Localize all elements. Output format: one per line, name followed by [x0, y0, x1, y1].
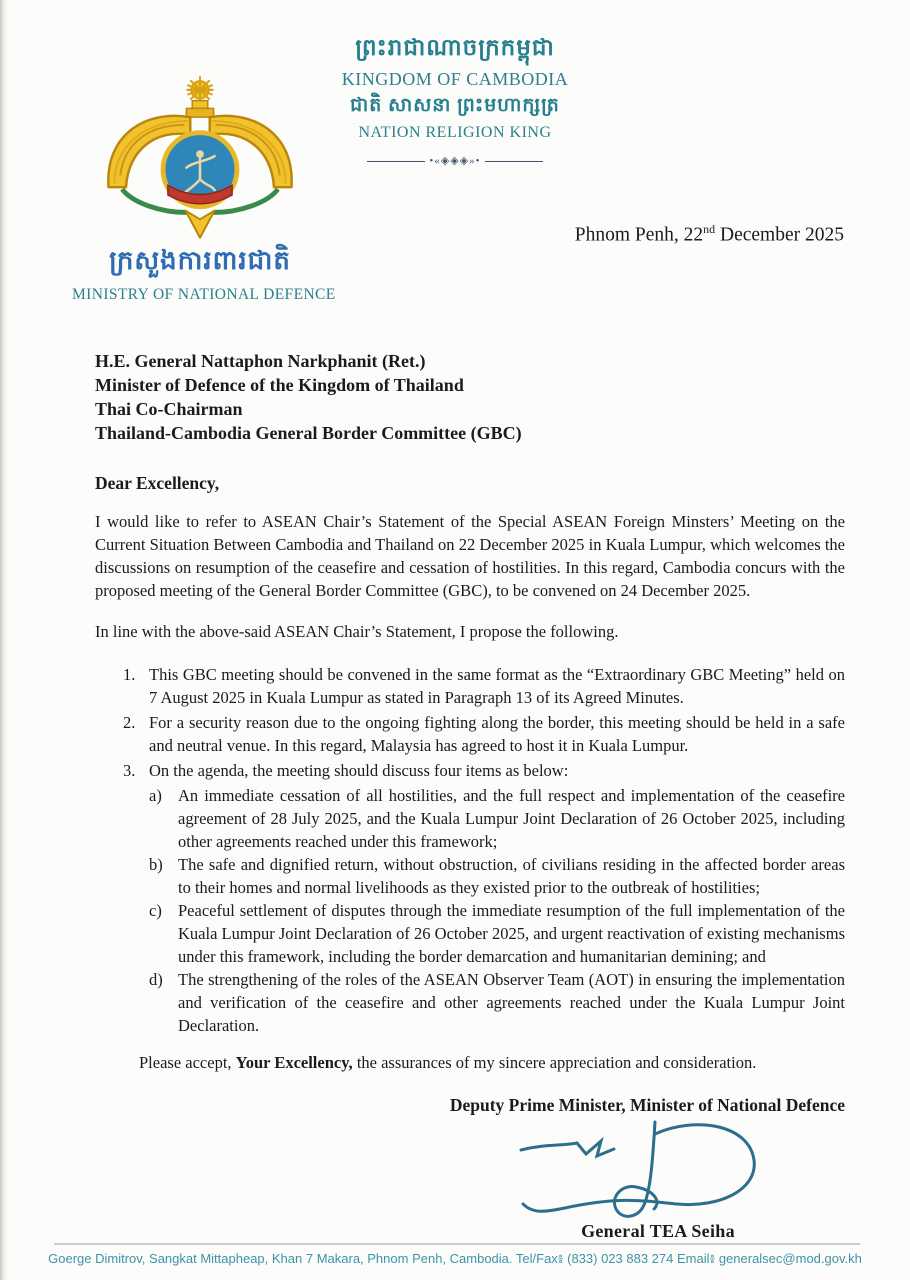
agenda-item-text: An immediate cessation of all hostilities, and the full respect and implementation of the ceasefire agreement of 28 July 2025, and the Kuala Lumpur Joint Declaration of 26 October 2025, including other agreements reached under this framework; [178, 786, 845, 851]
ministry-title: MINISTRY OF NATIONAL DEFENCE [72, 286, 336, 303]
kingdom-title: KINGDOM OF CAMBODIA [341, 69, 569, 89]
motto: NATION RELIGION KING [358, 124, 552, 141]
list-item-text: For a security reason due to the ongoing fighting along the border, this meeting should be held in a safe and neutral venue. In this regard, Malaysia has agreed to host it in Kuala Lumpur. [149, 713, 845, 755]
agenda-item-letter: d) [149, 970, 163, 989]
letter-body [95, 349, 845, 1117]
handwritten-signature-icon [503, 1116, 813, 1224]
agenda-item [149, 853, 845, 899]
closing-post: the assurances of my sincere appreciation and consideration. [352, 1053, 757, 1072]
divider-rule-right [485, 161, 543, 162]
khmer-ministry-title: ក្រសួងការពារជាតិ [109, 246, 291, 275]
agenda-item-letter: c) [149, 901, 162, 920]
paragraph-2: In line with the above-said ASEAN Chair’s Statement, I propose the following. [95, 622, 619, 641]
agenda-item-letter: a) [149, 786, 162, 805]
proposal-list [95, 663, 845, 1037]
khmer-motto: ជាតិ សាសនា ព្រះមហាក្សត្រ [350, 95, 560, 116]
date-ordinal: nd [703, 222, 716, 236]
date-prefix: Phnom Penh, 22 [574, 224, 704, 246]
list-item-number: 2. [123, 713, 136, 732]
salutation: Dear Excellency, [95, 473, 220, 493]
recipient-role: Thai Co-Chairman [95, 399, 243, 419]
recipient-name: H.E. General Nattaphon Narkphanit (Ret.) [95, 351, 426, 371]
list-item [123, 663, 845, 709]
agenda-item-letter: b) [149, 855, 163, 874]
ministry-block [72, 74, 336, 304]
divider-rule-left [367, 161, 425, 162]
date-suffix: December 2025 [715, 224, 844, 246]
list-item [123, 711, 845, 757]
date-line [575, 222, 844, 247]
agenda-item [149, 968, 845, 1037]
agenda-item [149, 784, 845, 853]
agenda-item [149, 899, 845, 968]
agenda-sublist [123, 784, 845, 1037]
signature-block [498, 1116, 818, 1242]
closing-excellency: Your Excellency, [235, 1053, 353, 1072]
signer-title: Deputy Prime Minister, Minister of National Defence [449, 1095, 845, 1115]
list-item-text: On the agenda, the meeting should discuss four items as below: [149, 761, 569, 780]
khmer-kingdom-title: ព្រះរាជាណាចក្រកម្ពុជា [355, 35, 555, 60]
agenda-item-text: The safe and dignified return, without obstruction, of civilians residing in the affected border areas to their homes and normal livelihoods as they existed prior to the outbreak of hostilities; [178, 855, 845, 897]
scan-edge-shadow [0, 0, 8, 1280]
footer-divider [54, 1243, 860, 1245]
recipient-block [95, 349, 845, 445]
closing-pre: Please accept, [139, 1053, 236, 1072]
signer-name: General TEA Seiha [581, 1221, 735, 1241]
recipient-committee: Thailand-Cambodia General Border Committee (GBC) [95, 423, 522, 443]
list-item-number: 1. [123, 665, 136, 684]
recipient-title: Minister of Defence of the Kingdom of Thailand [95, 375, 464, 395]
agenda-item-text: The strengthening of the roles of the ASEAN Observer Team (AOT) in ensuring the implementation and verification of the ceasefire and other agreements reached under the Kuala Lumpur Joint Declaration. [178, 970, 845, 1035]
list-item-number: 3. [123, 761, 136, 780]
list-item-text: This GBC meeting should be convened in the same format as the “Extraordinary GBC Meeting” held on 7 August 2025 in Kuala Lumpur as stated in Paragraph 13 of its Agreed Minutes. [149, 665, 845, 707]
footer-address: Goerge Dimitrov, Sangkat Mittapheap, Khan 7 Makara, Phnom Penh, Cambodia. Tel/Fax៖ (833) 023 883 274 Email៖ generalsec@mod.gov.kh [48, 1251, 862, 1266]
ministry-of-national-defence-emblem-icon [93, 74, 307, 242]
agenda-item-text: Peaceful settlement of disputes through the immediate resumption of the full implementation of the Kuala Lumpur Joint Declaration of 26 October 2025, and urgent reactivation of existing mechanisms under this framework, including the border demarcation and humanitarian demining; and [178, 901, 845, 966]
closing-line [95, 1051, 845, 1074]
paragraph-1: I would like to refer to ASEAN Chair’s Statement of the Special ASEAN Foreign Minsters’ Meeting on the Current Situation Between Cambodia and Thailand on 22 December 2025 in Kuala Lumpur, which welcomes the discussions on resumption of the ceasefire and cessation of hostilities. In this regard, Cambodia concurs with the proposed meeting of the General Border Committee (GBC), to be convened on 24 December 2025. [95, 512, 845, 600]
list-item [123, 759, 845, 782]
divider-ornament: •«◈◈◈»• [429, 155, 481, 167]
